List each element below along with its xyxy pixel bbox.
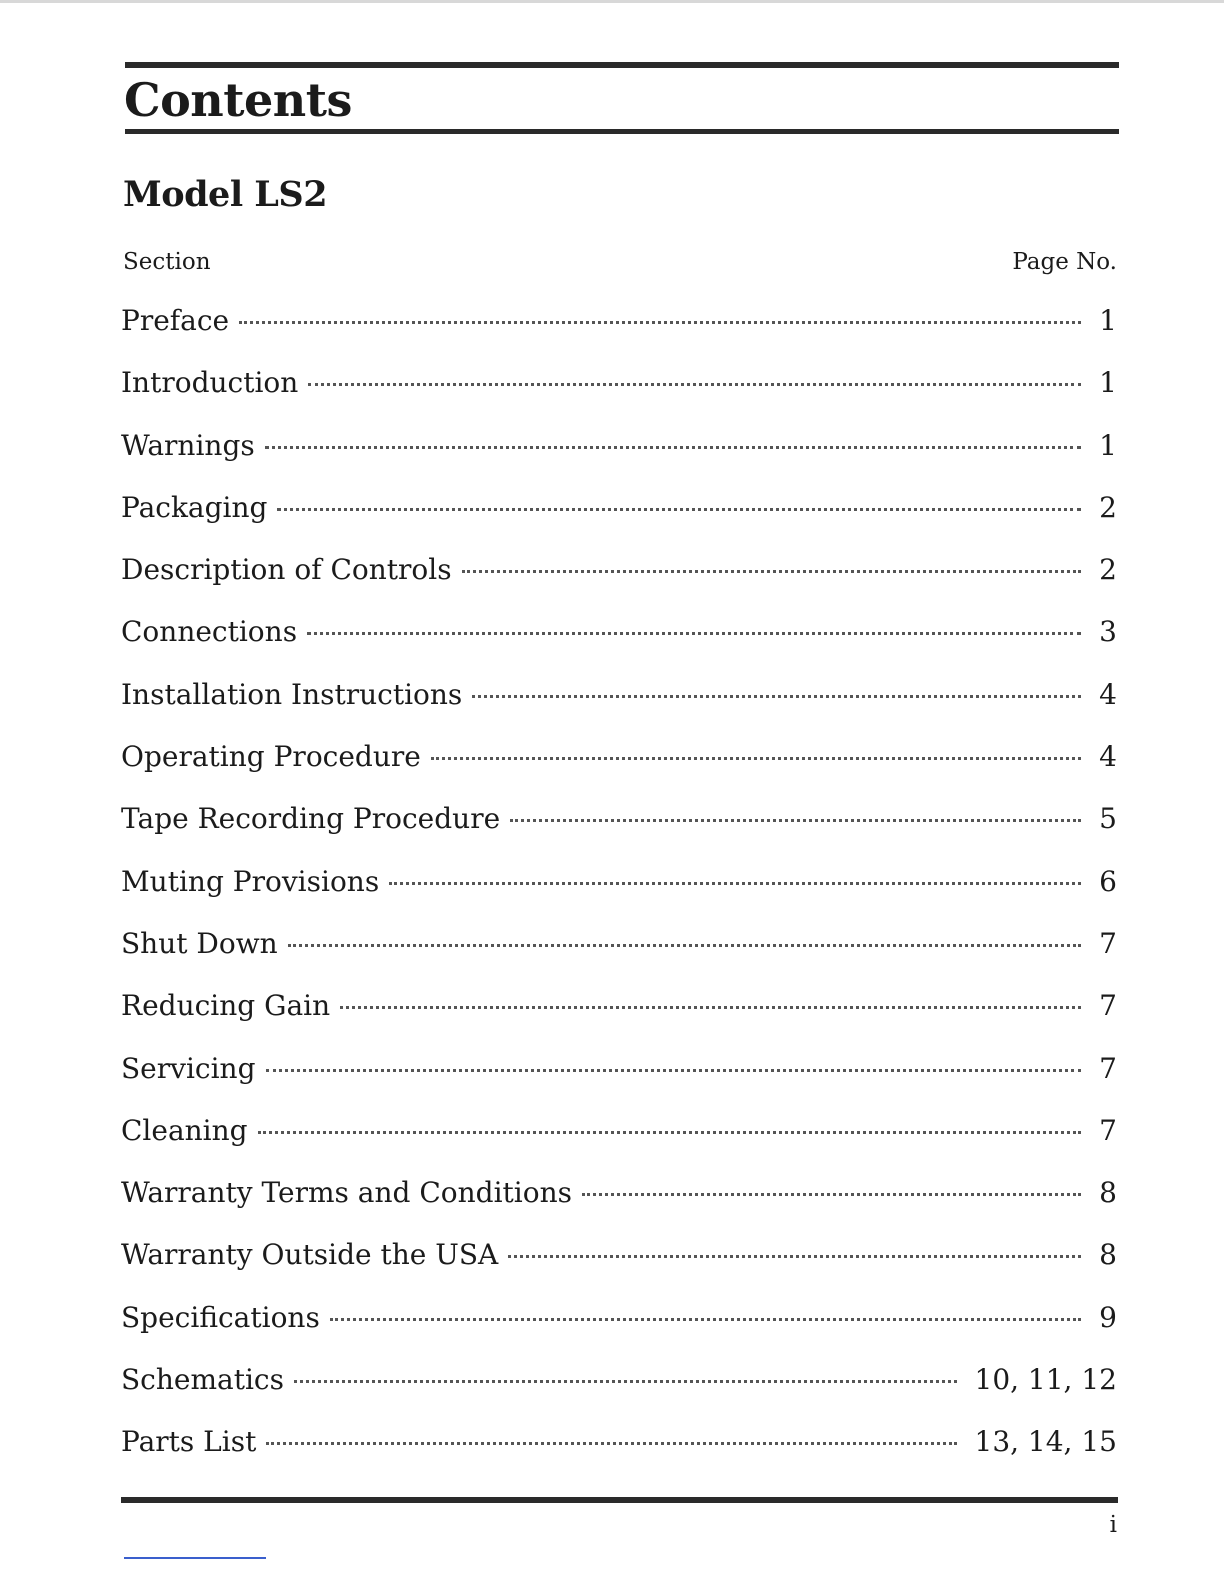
toc-entry[interactable] (121, 986, 1117, 1048)
toc-dot-leader (462, 570, 1082, 573)
toc-entry[interactable] (121, 1298, 1117, 1360)
toc-entry-label: Warranty Terms and Conditions (121, 1176, 572, 1210)
toc-entry-page: 7 (1099, 989, 1117, 1023)
toc-entry[interactable] (121, 1422, 1117, 1484)
toc-entry-label: Installation Instructions (121, 677, 463, 711)
toc-dot-leader (288, 944, 1081, 947)
toc-entry-label: Shut Down (121, 926, 278, 960)
toc-entry-page: 1 (1099, 428, 1117, 462)
toc-entry[interactable] (121, 488, 1117, 550)
toc-entry-label: Cleaning (121, 1113, 248, 1147)
toc-entry-label: Connections (121, 615, 298, 649)
toc-dot-leader (510, 819, 1081, 822)
toc-dot-leader (582, 1193, 1081, 1196)
toc-dot-leader (340, 1006, 1081, 1009)
toc-entry-page: 9 (1099, 1300, 1117, 1334)
toc-entry[interactable] (121, 1111, 1117, 1173)
toc-entry-label: Operating Procedure (121, 740, 421, 774)
toc-entry-page: 5 (1099, 802, 1117, 836)
page-column-header: Page No. (1012, 249, 1117, 275)
scan-edge (0, 0, 1224, 3)
toc-dot-leader (266, 1069, 1082, 1072)
toc-entry-label: Preface (121, 304, 230, 337)
toc-entry[interactable] (121, 426, 1117, 488)
toc-dot-leader (307, 632, 1081, 635)
page-number: i (1109, 1512, 1117, 1538)
toc-entry[interactable] (121, 737, 1117, 799)
toc-dot-leader (330, 1318, 1081, 1321)
toc-entry-label: Warranty Outside the USA (121, 1238, 499, 1272)
toc-entry-page: 8 (1099, 1176, 1117, 1210)
toc-entry[interactable] (121, 1049, 1117, 1111)
toc-dot-leader (239, 321, 1081, 324)
title-top-rule (125, 62, 1119, 68)
toc-entry[interactable] (121, 799, 1117, 861)
toc-entry[interactable] (121, 862, 1117, 924)
toc-entry-page: 7 (1099, 1051, 1117, 1085)
footer-link-underline (124, 1557, 266, 1559)
toc-entry-page: 1 (1099, 304, 1117, 337)
page-title: Contents (124, 73, 352, 127)
toc-entry[interactable] (121, 301, 1117, 363)
toc-dot-leader (258, 1131, 1082, 1134)
toc-entry[interactable] (121, 1173, 1117, 1235)
toc-entry-label: Parts List (121, 1425, 257, 1459)
model-heading: Model LS2 (123, 174, 328, 215)
toc-entry[interactable] (121, 1360, 1117, 1422)
toc-entry-label: Introduction (121, 366, 299, 400)
table-of-contents (121, 301, 1117, 1485)
toc-dot-leader (431, 757, 1081, 760)
toc-entry-page: 4 (1099, 677, 1117, 711)
toc-entry-label: Specifications (121, 1300, 320, 1334)
toc-entry-page: 6 (1099, 864, 1117, 898)
toc-entry-page: 10, 11, 12 (974, 1363, 1117, 1397)
toc-entry[interactable] (121, 363, 1117, 425)
toc-entry-label: Muting Provisions (121, 864, 380, 898)
toc-dot-leader (266, 1442, 956, 1445)
toc-entry-label: Description of Controls (121, 553, 452, 587)
toc-entry[interactable] (121, 924, 1117, 986)
toc-entry[interactable] (121, 675, 1117, 737)
toc-entry-label: Packaging (121, 490, 268, 524)
title-bottom-rule (125, 129, 1119, 134)
toc-dot-leader (308, 383, 1081, 386)
toc-dot-leader (294, 1380, 957, 1383)
toc-entry-label: Warnings (121, 428, 255, 462)
toc-entry-label: Tape Recording Procedure (121, 802, 501, 836)
toc-entry[interactable] (121, 550, 1117, 612)
toc-entry-page: 7 (1099, 1113, 1117, 1147)
toc-dot-leader (265, 446, 1081, 449)
toc-dot-leader (277, 508, 1081, 511)
toc-entry-page: 2 (1099, 553, 1117, 587)
toc-entry-page: 13, 14, 15 (974, 1425, 1117, 1459)
toc-dot-leader (472, 695, 1081, 698)
toc-entry-page: 1 (1099, 366, 1117, 400)
toc-entry-label: Reducing Gain (121, 989, 331, 1023)
toc-entry-label: Servicing (121, 1051, 256, 1085)
toc-entry-page: 7 (1099, 926, 1117, 960)
toc-entry[interactable] (121, 612, 1117, 674)
toc-entry-page: 8 (1099, 1238, 1117, 1272)
toc-entry-page: 3 (1099, 615, 1117, 649)
toc-dot-leader (389, 882, 1081, 885)
section-column-header: Section (123, 249, 211, 275)
toc-entry-label: Schematics (121, 1363, 284, 1397)
toc-dot-leader (508, 1255, 1081, 1258)
footer-rule (121, 1497, 1118, 1503)
toc-entry-page: 2 (1099, 490, 1117, 524)
toc-entry[interactable] (121, 1235, 1117, 1297)
toc-entry-page: 4 (1099, 740, 1117, 774)
